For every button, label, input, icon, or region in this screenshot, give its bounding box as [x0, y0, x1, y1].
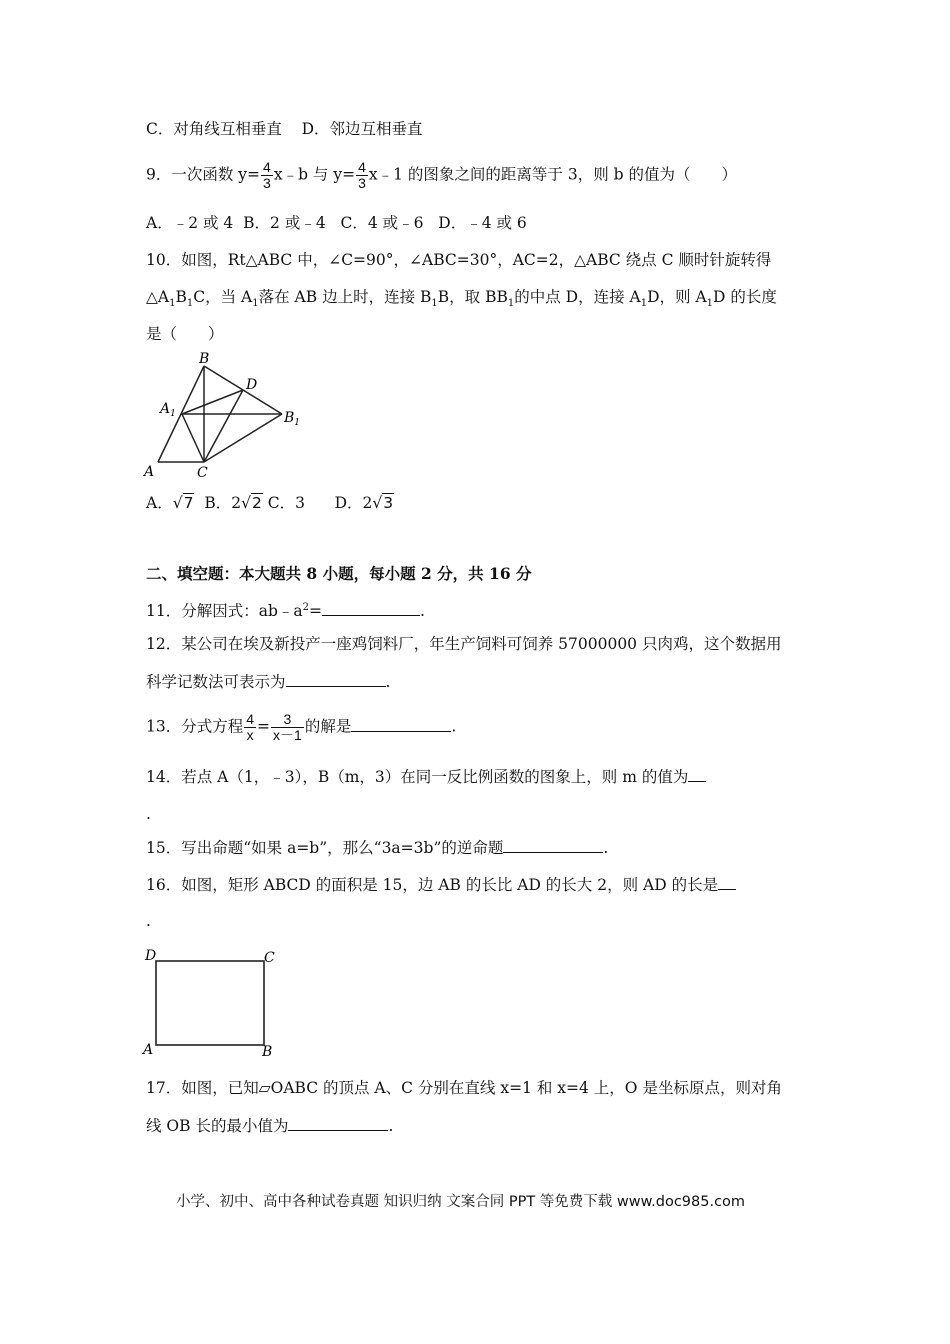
- fraction-4-3: $\frac{4}{3}$: [358, 159, 366, 191]
- answer-blank: [286, 670, 386, 687]
- answer-blank: [351, 715, 451, 732]
- q17-line2: 线 OB 长的最小值为 .: [146, 1114, 393, 1137]
- answer-blank: [718, 873, 736, 890]
- figure-q16-rectangle: [142, 944, 282, 1060]
- segment-A1-C: [182, 414, 204, 462]
- q8-option-d: D．邻边互相垂直: [301, 120, 423, 138]
- sqrt-3: √3: [372, 494, 394, 512]
- q10-line2: $\triangle A_1B_1C$，当 $A_1$落在 AB 边上时，连接 $B_1B$，取 $BB_1$的中点 D，连接 $A_1D$，则 $A_1D$ 的长度: [146, 288, 777, 310]
- q14-line1: 14．若点 A（1，﹣3），B（m，3）在同一反比例函数的图象上，则 m 的值为: [146, 765, 706, 788]
- q8-option-c: C．对角线互相垂直: [146, 120, 282, 138]
- fraction-3-over-x-minus-1: $\frac{3}{x-1}$: [273, 711, 302, 743]
- q10-line3: 是（ ）: [146, 325, 224, 343]
- question-15: 15．写出命题“如果 a=b”，那么“3a=3b”的逆命题 .: [146, 836, 608, 859]
- question-11: 11．分解因式：$ab﹣a^2=$ .: [146, 597, 425, 622]
- question-13: 13．分式方程 $\frac{4}{x}$ = $\frac{3}{x-1}$ 的解是 .: [146, 711, 457, 743]
- q12-line2: 科学记数法可表示为 .: [146, 670, 390, 693]
- q9-option-d: D．﹣4 或 6: [438, 214, 527, 232]
- label-D: D: [246, 377, 258, 393]
- rectangle-ABCD: [156, 961, 264, 1045]
- label-D: D: [145, 948, 157, 964]
- q14-line2: .: [146, 805, 151, 823]
- q9-mid1: x﹣b 与 y=: [273, 165, 356, 184]
- q17-line1: 17．如图，已知▱OABC 的顶点 A、C 分别在直线 x=1 和 x=4 上，O 是坐标原点，则对角: [146, 1079, 782, 1097]
- answer-blank: [288, 1114, 388, 1131]
- answer-blank: [322, 599, 420, 616]
- q9-option-b: B．2 或﹣4: [243, 214, 326, 232]
- label-B1: $B_1$: [284, 410, 301, 428]
- label-B: B: [199, 352, 210, 367]
- label-C: C: [197, 465, 208, 478]
- answer-blank: [503, 836, 603, 853]
- q9-prefix: 9．一次函数 y=: [146, 165, 261, 184]
- q16-line2: .: [146, 912, 151, 930]
- label-B: B: [262, 1044, 273, 1060]
- sqrt-7: √7: [172, 494, 194, 512]
- q16-line1: 16．如图，矩形 ABCD 的面积是 15，边 AB 的长比 AD 的长大 2，则 AD 的长是: [146, 873, 736, 896]
- page-footer: 小学、初中、高中各种试卷真题 知识归纳 文案合同 PPT 等免费下载 www.doc985.com: [176, 1194, 746, 1210]
- q9-options: [146, 212, 527, 234]
- figure-q10-triangle: [142, 352, 322, 478]
- q8-options: [146, 118, 423, 140]
- label-A: A: [144, 464, 155, 478]
- answer-blank: [688, 765, 706, 782]
- label-A: A: [143, 1042, 154, 1058]
- fraction-4-over-x: $\frac{4}{x}$: [246, 711, 255, 743]
- q10-options: A．√7 B．2√2 C．3 D．2√3: [146, 494, 394, 512]
- segment-D-C: [204, 390, 243, 462]
- q12-line1: 12．某公司在埃及新投产一座鸡饲料厂，年生产饲料可饲养 57000000 只肉鸡，这个数据用: [146, 635, 782, 653]
- q9-mid2: x﹣1 的图象之间的距离等于 3，则 b 的值为（ ）: [368, 165, 738, 184]
- q9-option-c: C．4 或﹣6: [340, 214, 424, 232]
- segment-B1-C: [204, 414, 282, 462]
- question-9: [146, 160, 737, 191]
- label-A1: $A_1$: [160, 401, 176, 419]
- label-C: C: [264, 950, 275, 966]
- q10-line1: 10．如图，Rt△ABC 中，∠C=90°，∠ABC=30°，AC=2，△ABC 绕点 C 顺时针旋转得: [146, 251, 772, 269]
- fraction-4-3: $\frac{4}{3}$: [263, 159, 271, 191]
- sqrt-2: √2: [241, 494, 262, 512]
- section-2-title: 二、填空题：本大题共 8 小题，每小题 2 分，共 16 分: [146, 564, 532, 583]
- q9-option-a: A．﹣2 或 4: [146, 214, 234, 232]
